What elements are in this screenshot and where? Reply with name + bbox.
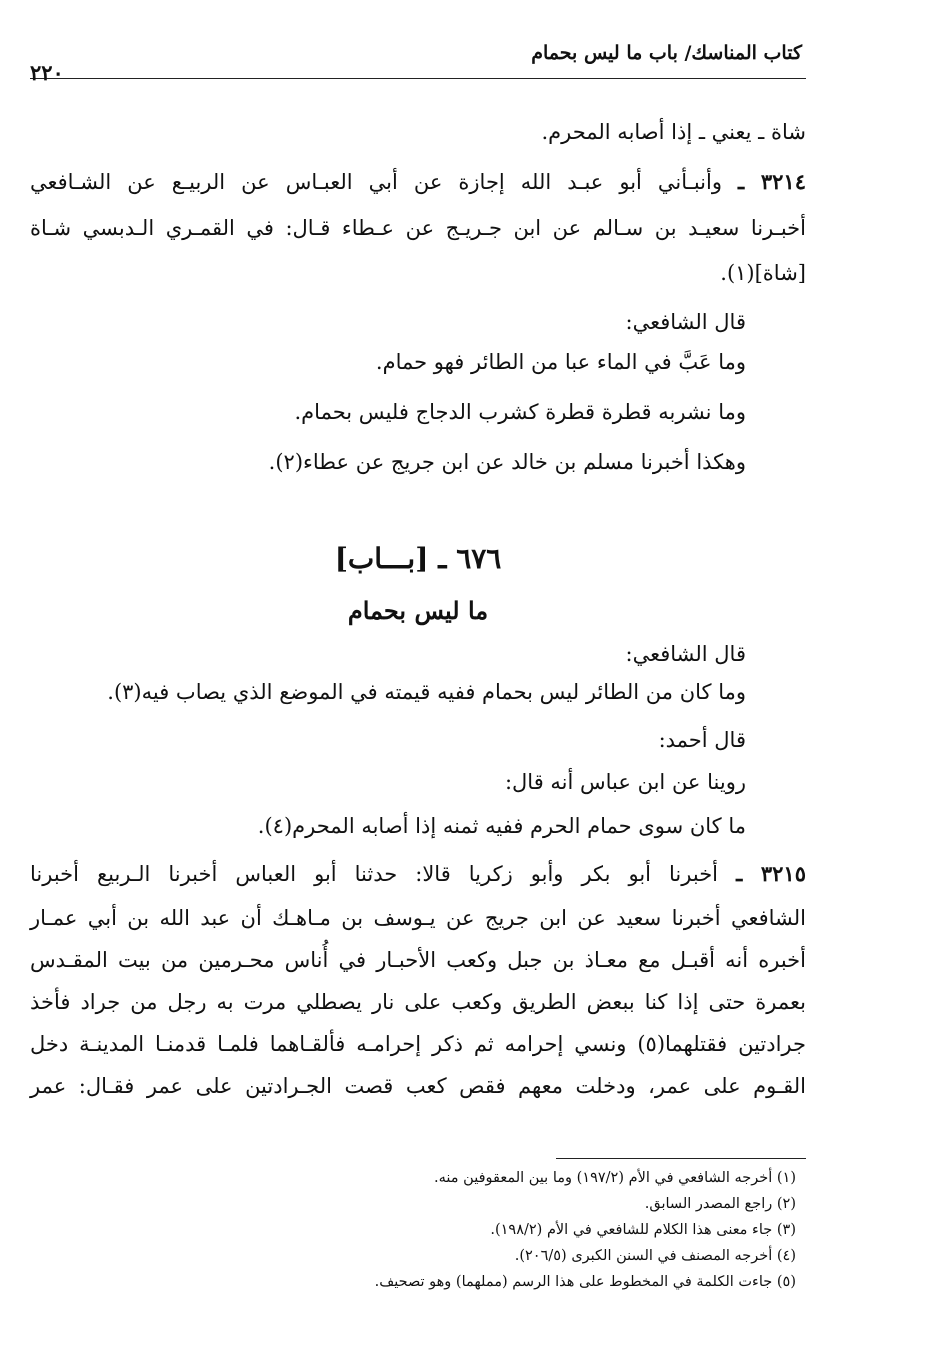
quote-line: وهكذا أخبرنا مسلم بن خالد عن ابن جريج عن عطاء(٢). [268,450,746,474]
quote-line: روينا عن ابن عباس أنه قال: [504,770,746,794]
footnote: (٣) جاء معنى هذا الكلام للشافعي في الأم (١٩٨/٢). [490,1222,796,1238]
speaker-label: قال الشافعي: [625,310,746,334]
paragraph-number: ٣٢١٤ ـ [738,169,806,194]
paragraph-text: وأنبـأني أبو عبـد الله إجازة عن أبي العبـاس عن الربيـع عن الشـافعي [30,170,722,194]
chapter-heading: ٦٧٦ ـ [بـــاب] [334,542,502,575]
book-page [30,30,806,1320]
page-number: ٢٢٠ [30,60,64,85]
header-title: كتاب المناسك/ باب ما ليس بحمام [531,42,802,64]
running-header [30,42,806,85]
paragraph-3215-line2: الشافعي أخبرنا سعيد عن ابن جريج عن يـوسف بن مـاهـك أن عبد الله بن أبي عمـار [30,906,806,930]
quote-line: وما عَبَّ في الماء عبا من الطائر فهو حمام. [375,350,746,374]
paragraph-text: أخبرنا أبو بكر وأبو زكريا قالا: حدثنا أبو العباس أخبرنا الـربيع أخبرنا [30,862,719,886]
speaker-label: قال الشافعي: [625,642,746,666]
paragraph-3215-line4: بعمرة حتى إذا كنا ببعض الطريق وكعب على نار يصطلي مرت به رجل من جراد فأخذ [30,990,806,1014]
quote-line: ما كان سوى حمام الحرم ففيه ثمنه إذا أصابه المحرم(٤). [257,814,746,838]
chapter-subheading: ما ليس بحمام [347,596,489,625]
speaker-label: قال أحمد: [658,728,746,752]
paragraph-3214-line1 [30,166,806,198]
paragraph-3215-line5: جرادتين فقتلهما(٥) ونسي إحرامه ثم ذكر إحرامـه فألقـاهما فلمـا قدمنـا المدينـة دخل [30,1032,806,1056]
footnote: (٥) جاءت الكلمة في المخطوط على هذا الرسم (مملهما) وهو تصحيف. [374,1274,796,1290]
quote-line: وما كان من الطائر ليس بحمام ففيه قيمته في الموضع الذي يصاب فيه(٣). [107,680,746,704]
footnote: (١) أخرجه الشافعي في الأم (١٩٧/٢) وما بين المعقوفين منه. [434,1170,796,1186]
paragraph-3214-line2: أخبـرنا سعيـد بن سـالم عن ابن جـريـج عن عـطاء قـال: في القمـري الـدبسي شـاة [30,216,806,240]
paragraph-3215-line3: أخبره أنه أقبـل مع معـاذ بن جبل وكعب الأحبـار في أُناس محـرمين من بيت المقـدس [30,948,806,972]
paragraph-number: ٣٢١٥ ـ [736,861,806,886]
paragraph-3214-line3: [شاة](١). [720,261,806,285]
quote-line: وما نشربه قطرة قطرة كشرب الدجاج فليس بحمام. [294,400,746,424]
footnote-divider [556,1158,806,1159]
paragraph-3215-line6: القـوم على عمر، ودخلت معهم فقص كعب قصت الجـرادتين على عمر فقـال: عمر [30,1074,806,1098]
paragraph-3215-line1 [30,858,806,890]
footnote: (٢) راجع المصدر السابق. [644,1196,796,1212]
text-line: شاة ـ يعني ـ إذا أصابه المحرم. [541,120,806,144]
footnote: (٤) أخرجه المصنف في السنن الكبرى (٢٠٦/٥). [514,1248,796,1264]
